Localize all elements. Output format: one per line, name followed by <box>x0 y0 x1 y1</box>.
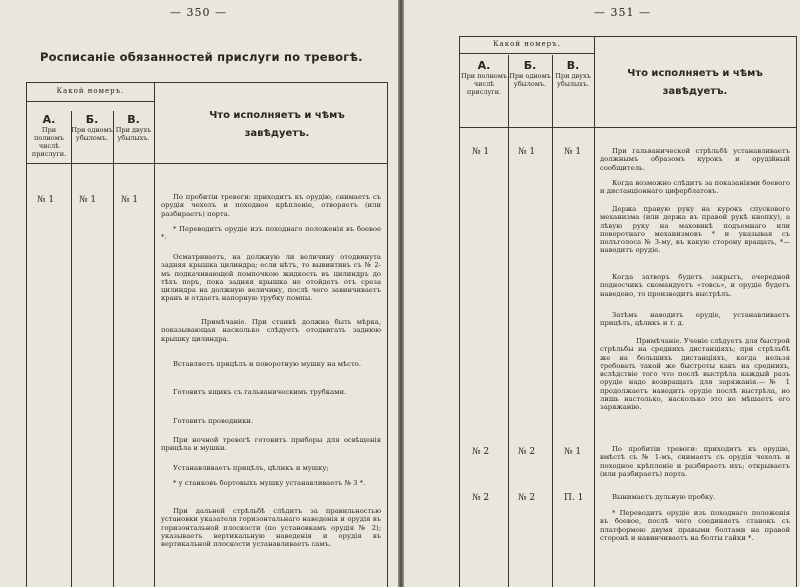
row-number: № 1 <box>37 195 55 205</box>
duty-text: * Переводитъ орудіе изъ походнаго положенія въ боевое, послѣ чего соединяетъ станокъ съ платформою двумя правыми болтами на правой сторонѣ и навинчиваетъ на болты гайки *. <box>600 509 790 542</box>
duty-text: Когда возможно слѣдитъ за показаніями боевого и дистанціоннаго циферблатовъ. <box>600 179 790 196</box>
group-header: Какой номеръ. <box>56 87 125 95</box>
column-c-header: В. При двухъ убылыхъ. <box>555 59 591 88</box>
column-divider <box>113 111 114 587</box>
what-header: Что исполняетъ и чѣмъ завѣдуетъ. <box>209 110 345 139</box>
column-divider <box>154 83 155 587</box>
duty-text: * Переводитъ орудіе изъ походнаго положенія въ боевое *. <box>161 225 381 242</box>
duty-text: При дальней стрѣльбѣ слѣдитъ за правильностью установки указателя горизонтальнаго наведенія и орудія въ горизонтальной плоскости (по установкамъ орудія № 2); указываетъ вертикальную наведенія и орудія въ вертикальной плоскости устанавливаетъ самъ. <box>161 507 381 549</box>
row-number: П. 1 <box>564 493 584 503</box>
duty-text: Готовитъ проводники. <box>173 417 254 425</box>
duty-text: Когда затворъ будетъ закрытъ, очередной подносчикъ скомандуетъ «товсь», и орудіе будетъ наведено, то производитъ выстрѣлъ. <box>600 273 790 298</box>
duty-text: Вынимаетъ дульную пробку. <box>612 493 716 501</box>
row-number: № 2 <box>472 447 490 457</box>
header-divider <box>27 163 387 164</box>
header-divider <box>27 101 154 102</box>
row-number: № 1 <box>472 147 490 157</box>
page-number: — 350 — <box>170 6 227 19</box>
duty-text: Вставляетъ прицѣлъ и поворотную мушку на мѣсто. <box>173 360 361 368</box>
header-divider <box>460 53 594 54</box>
column-divider <box>508 55 509 587</box>
column-b-header: Б. При одномъ убыломъ. <box>71 113 113 142</box>
duty-text: По пробитіи тревоги: приходитъ къ орудію, снимаетъ съ орудія чехолъ и походное крѣпленіе, отворяетъ (или разбираетъ) порта. <box>161 193 381 218</box>
row-number: № 2 <box>472 493 490 503</box>
duty-text: Готовитъ ящикъ съ гальваническимъ трубками. <box>173 388 347 396</box>
row-number: № 1 <box>518 147 536 157</box>
duty-text: Осматриваетъ, на должную ли величину отодвинута задняя крышка цилиндра; если нѣтъ, то вывинтивъ съ № 2-мъ подкачивающей помпочкою жидкость въ цилиндръ до тѣхъ поръ, пока задняя крышка не отойдетъ отъ среза цилиндра на должную величину, послѣ чего завинчиваетъ кранъ и отдаетъ напорную трубку помпы. <box>161 253 381 303</box>
row-number: № 1 <box>564 447 582 457</box>
header-divider <box>460 127 796 128</box>
duty-text: Затѣмъ наводитъ орудіе, устанавливаетъ прицѣлъ, цѣликъ и т. д. <box>600 311 790 328</box>
duty-table <box>26 82 388 587</box>
duty-table <box>459 36 797 587</box>
column-divider <box>594 37 595 587</box>
duty-text: Устанавливаетъ прицѣлъ, цѣликъ и мушку; <box>173 464 329 472</box>
duty-text: Держа правую руку на курокъ спускового механизма (или держа въ правой рукѣ кнопку), а лѣвую руку на маховикѣ подъемнаго или поворотнаго механизмовъ * и указывая съ полъголоса № 3-му, въ какую сторону вращать, *—наводитъ орудіе. <box>600 205 790 255</box>
column-divider <box>552 55 553 587</box>
row-number: № 1 <box>564 147 582 157</box>
duty-text: * у станковъ бортовыхъ мушку устанавливаетъ № 3 *. <box>173 479 366 487</box>
note-text: Примѣчаніе. При станкѣ должна быть мѣрка, показывающая насколько слѣдуетъ отодвигать заднюю крышку цилиндра. <box>161 318 381 343</box>
column-a-header: А. При полномъ числѣ прислуги. <box>31 113 67 158</box>
duty-text: При ночной тревогѣ готовитъ приборы для освѣщенія прицѣла и мушки. <box>161 436 381 453</box>
left-page <box>0 0 398 587</box>
column-divider <box>71 111 72 587</box>
group-header: Какой номеръ. <box>493 40 561 48</box>
column-a-header: А. При полномъ числѣ прислуги. <box>460 59 508 96</box>
row-number: № 2 <box>518 447 536 457</box>
page-number: — 351 — <box>594 6 651 19</box>
duty-text: По пробитіи тревоги: приходитъ къ орудію, вмѣстѣ съ № 1-мъ, снимаетъ съ орудія чехолъ и походное крѣпленіе и разбираетъ ихъ; открываетъ (или разбираетъ) порта. <box>600 445 790 478</box>
what-header: Что исполняетъ и чѣмъ завѣдуетъ. <box>627 68 763 97</box>
row-number: № 1 <box>121 195 139 205</box>
right-page <box>404 0 800 587</box>
column-b-header: Б. При одномъ убыломъ. <box>509 59 551 88</box>
column-c-header: В. При двухъ убылыхъ. <box>115 113 152 142</box>
row-number: № 1 <box>79 195 97 205</box>
note-text: Примѣчаніе. Ученіе слѣдуетъ для быстрой стрѣльбы на среднихъ дистанціяхъ; при стрѣльбѣ же на большихъ дистанціяхъ, когда нельзя требовать такой же быстроты какъ на среднихъ, вслѣдствіе того что послѣ выстрѣла каждый разъ орудіе надо возвращать для заряжанія.—№ 1 продолжаетъ наводить орудіе послѣ выстрѣла, но лишь настолько, насколько это не мѣшаетъ его заряжанію. <box>600 337 790 412</box>
row-number: № 2 <box>518 493 536 503</box>
duty-text: При гальванической стрѣльбѣ устанавливаетъ должнымъ образомъ курокъ и орудійный сообщитель. <box>600 147 790 172</box>
page-title: Росписаніе обязанностей прислуги по тревогѣ. <box>40 50 363 64</box>
